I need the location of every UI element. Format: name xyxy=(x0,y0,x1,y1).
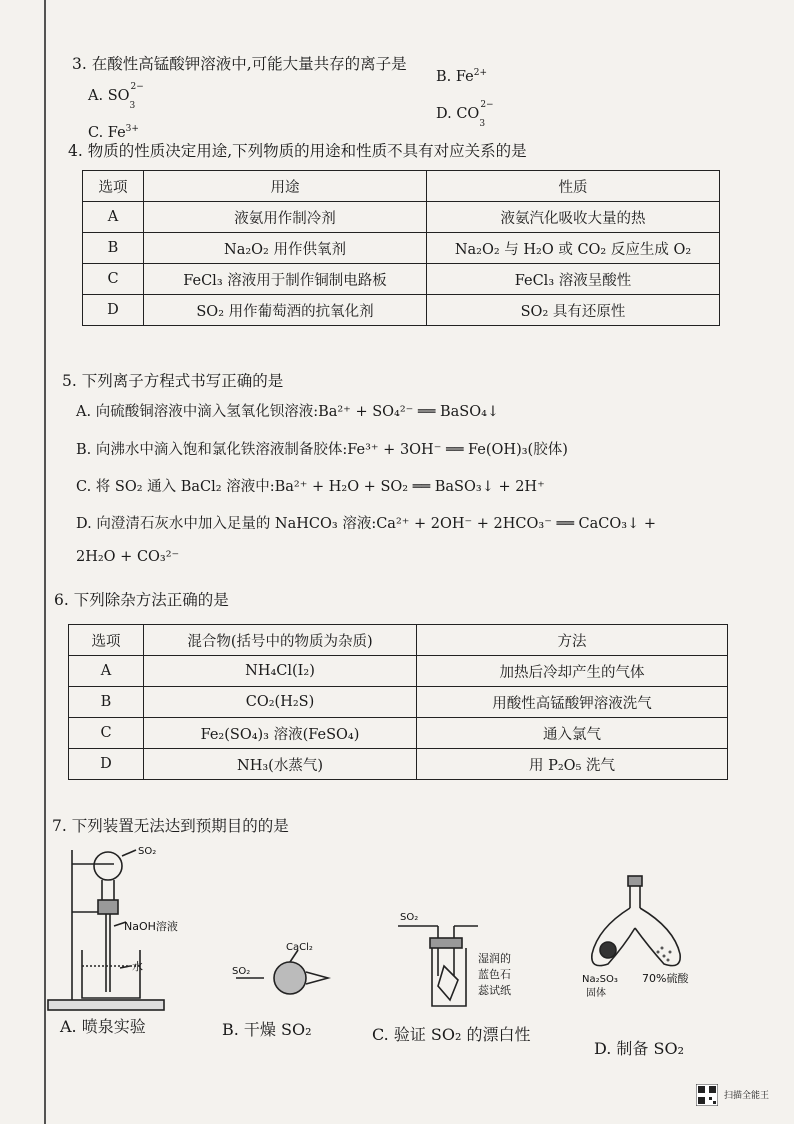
q4-header-property: 性质 xyxy=(427,171,720,202)
fig-a-caption: A. 喷泉实验 xyxy=(60,1017,146,1036)
fountain-apparatus-diagram xyxy=(44,842,194,1017)
q4-cell-use: SO₂ 用作葡萄酒的抗氧化剂 xyxy=(144,295,427,326)
q6-header-row xyxy=(69,625,728,656)
table-row xyxy=(83,295,720,326)
q6-header-option: 选项 xyxy=(69,625,144,656)
q6-cell-method: 加热后冷却产生的气体 xyxy=(417,656,728,687)
gas-bottle-diagram xyxy=(394,906,524,1016)
drying-tube-diagram xyxy=(228,940,338,1000)
q6-cell-mixture: NH₄Cl(I₂) xyxy=(144,656,417,687)
q4-table xyxy=(82,170,720,326)
q4-cell-option: C xyxy=(83,264,144,295)
table-row xyxy=(83,233,720,264)
fig-d-na2so3-label-1: Na₂SO₃ xyxy=(582,974,618,985)
q6-cell-option: C xyxy=(69,718,144,749)
q6-cell-mixture: NH₃(水蒸气) xyxy=(144,749,417,780)
q5-option-b: B. 向沸水中滴入饱和氯化铁溶液制备胶体:Fe³⁺ + 3OH⁻ ══ Fe(OH)₃(胶体) xyxy=(76,442,568,458)
q4-cell-option: A xyxy=(83,202,144,233)
q6-cell-mixture: Fe₂(SO₄)₃ 溶液(FeSO₄) xyxy=(144,718,417,749)
q4-cell-property: FeCl₃ 溶液呈酸性 xyxy=(427,264,720,295)
fig-b-so2-label: SO₂ xyxy=(232,966,251,977)
q6-cell-method: 用酸性高锰酸钾溶液洗气 xyxy=(417,687,728,718)
q6-table xyxy=(68,624,728,780)
q3-stem: 3. 在酸性高锰酸钾溶液中,可能大量共存的离子是 xyxy=(72,55,407,73)
fig-c-paper-label-1: 湿润的 xyxy=(478,952,511,965)
q5-option-c: C. 将 SO₂ 通入 BaCl₂ 溶液中:Ba²⁺ + H₂O + SO₂ ══ BaSO₃↓ + 2H⁺ xyxy=(76,479,545,495)
fig-d-caption: D. 制备 SO₂ xyxy=(594,1039,685,1058)
table-row xyxy=(83,264,720,295)
q6-cell-option: D xyxy=(69,749,144,780)
q6-cell-option: B xyxy=(69,687,144,718)
fig-c-paper-label-2: 蓝色石 xyxy=(478,968,511,981)
fig-b-cacl2-label: CaCl₂ xyxy=(286,942,313,953)
q6-header-method: 方法 xyxy=(417,625,728,656)
q6-cell-mixture: CO₂(H₂S) xyxy=(144,687,417,718)
q3-option-b: B. $Fe^{2+}$ xyxy=(436,68,488,85)
q4-header-row xyxy=(83,171,720,202)
fig-d-na2so3-label-2: 固体 xyxy=(586,988,606,999)
q4-cell-use: 液氨用作制冷剂 xyxy=(144,202,427,233)
q4-cell-property: SO₂ 具有还原性 xyxy=(427,295,720,326)
q4-cell-use: FeCl₃ 溶液用于制作铜制电路板 xyxy=(144,264,427,295)
q5-option-d-line2: 2H₂O + CO₃²⁻ xyxy=(76,549,180,565)
q6-stem: 6. 下列除杂方法正确的是 xyxy=(54,591,229,609)
q5-option-d-line1: D. 向澄清石灰水中加入足量的 NaHCO₃ 溶液:Ca²⁺ + 2OH⁻ + 2HCO₃⁻ ══ CaCO₃↓ + xyxy=(76,516,656,532)
table-row xyxy=(69,718,728,749)
fig-c-paper-label-3: 蕊试纸 xyxy=(478,984,511,997)
q4-header-use: 用途 xyxy=(144,171,427,202)
scanner-app-name: 扫描全能王 xyxy=(724,1091,770,1101)
q6-cell-method: 用 P₂O₅ 洗气 xyxy=(417,749,728,780)
q6-header-mixture: 混合物(括号中的物质为杂质) xyxy=(144,625,417,656)
fig-d-acid-label: 70%硫酸 xyxy=(642,972,689,985)
q4-cell-use: Na₂O₂ 用作供氧剂 xyxy=(144,233,427,264)
table-row xyxy=(69,749,728,780)
q4-cell-property: 液氨汽化吸收大量的热 xyxy=(427,202,720,233)
q6-cell-option: A xyxy=(69,656,144,687)
qr-code-icon xyxy=(696,1084,718,1106)
q3-option-a: A. SO 2− $_3$ xyxy=(88,82,144,111)
fig-a-so2-label: SO₂ xyxy=(138,846,157,857)
q3-option-c: C. $Fe^{3+}$ xyxy=(88,124,139,141)
q4-cell-property: Na₂O₂ 与 H₂O 或 CO₂ 反应生成 O₂ xyxy=(427,233,720,264)
scanner-watermark xyxy=(696,1080,786,1110)
table-row xyxy=(69,687,728,718)
q3-option-d: D. CO 2− $_3$ xyxy=(436,100,494,129)
q4-header-option: 选项 xyxy=(83,171,144,202)
q4-stem: 4. 物质的性质决定用途,下列物质的用途和性质不具有对应关系的是 xyxy=(68,142,527,160)
fig-a-naoh-label: NaOH溶液 xyxy=(124,920,178,933)
y-tube-diagram xyxy=(578,868,708,1008)
table-row xyxy=(83,202,720,233)
fig-a-water-label: 水 xyxy=(132,960,143,973)
q5-stem: 5. 下列离子方程式书写正确的是 xyxy=(62,372,284,390)
q5-option-a: A. 向硫酸铜溶液中滴入氢氧化钡溶液:Ba²⁺ + SO₄²⁻ ══ BaSO₄↓ xyxy=(76,404,500,420)
q7-stem: 7. 下列装置无法达到预期目的的是 xyxy=(52,817,289,835)
fig-c-caption: C. 验证 SO₂ 的漂白性 xyxy=(372,1025,531,1044)
fig-c-so2-label: SO₂ xyxy=(400,912,419,923)
fig-b-caption: B. 干燥 SO₂ xyxy=(222,1020,312,1039)
q4-cell-option: D xyxy=(83,295,144,326)
q4-cell-option: B xyxy=(83,233,144,264)
q6-cell-method: 通入氯气 xyxy=(417,718,728,749)
table-row xyxy=(69,656,728,687)
